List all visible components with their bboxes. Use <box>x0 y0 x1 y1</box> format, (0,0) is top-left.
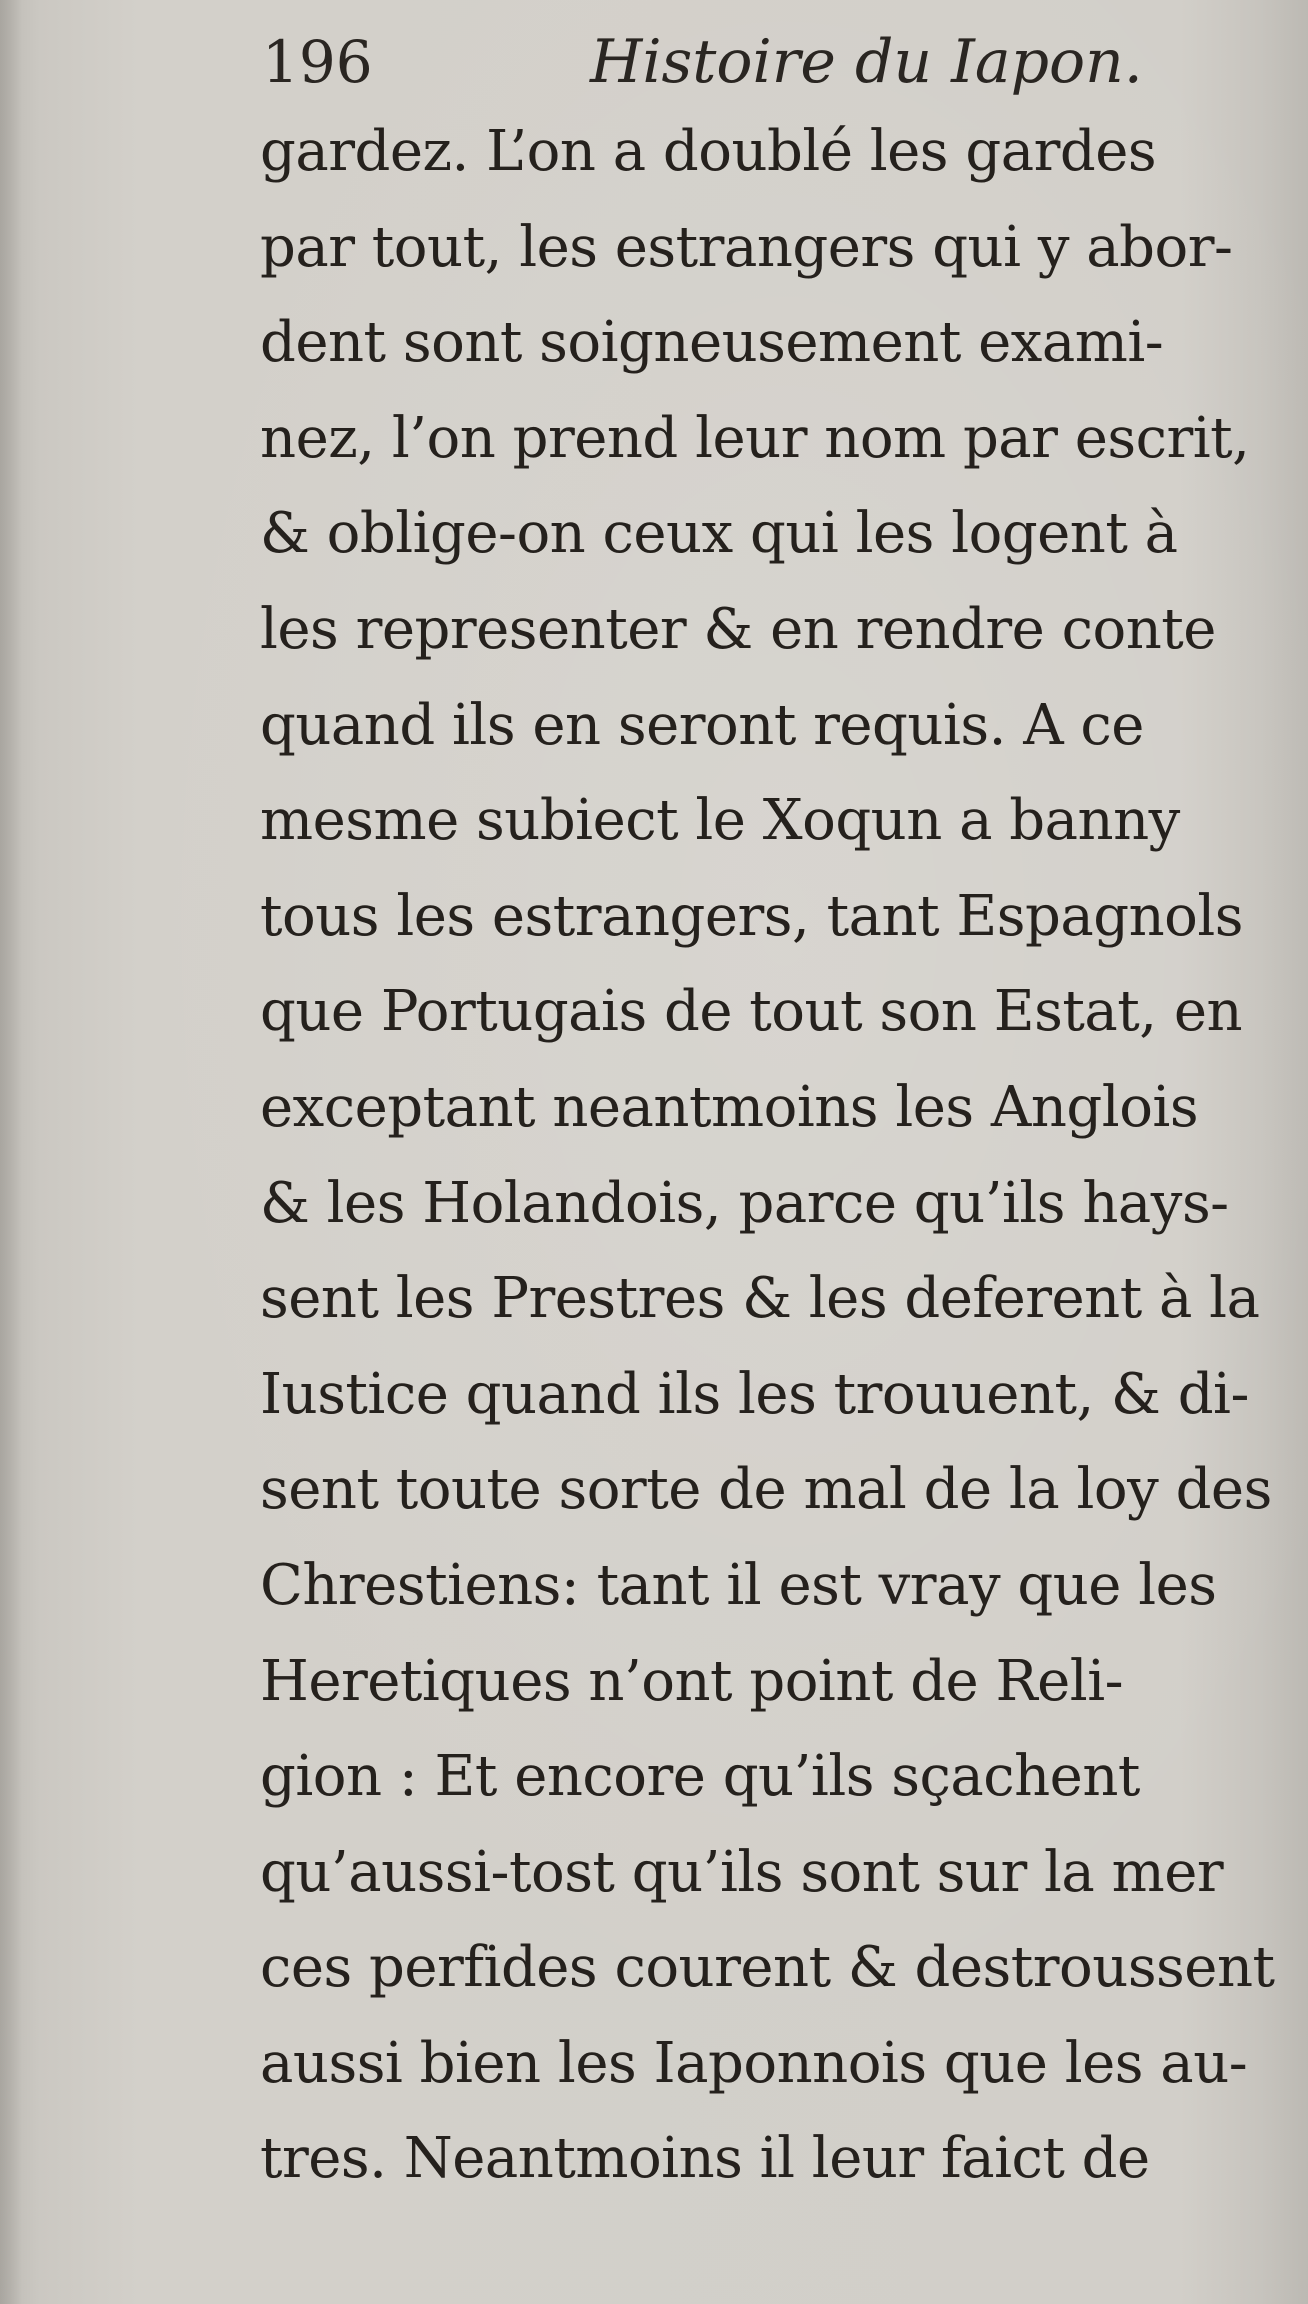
text-line: tres. Neantmoins il leur faict de <box>260 2126 1150 2192</box>
text-line: & oblige-on ceux qui les logent à <box>260 501 1178 567</box>
text-line: sent les Prestres & les deferent à la <box>260 1266 1260 1332</box>
text-line: nez, l’on prend leur nom par escrit, <box>260 405 1250 471</box>
text-line: qu’aussi-tost qu’ils sont sur la mer <box>260 1839 1224 1905</box>
text-line: gardez. L’on a doublé les gardes <box>260 119 1157 184</box>
text-line: mesme subiect le Xoqun a banny <box>260 788 1180 854</box>
text-line: Chrestiens: tant il est vray que les <box>260 1552 1217 1618</box>
page-number: 196 <box>262 28 373 96</box>
text-line: Heretiques n’ont point de Reli- <box>260 1648 1124 1714</box>
text-line: gion : Et encore qu’ils sçachent <box>260 1744 1140 1810</box>
running-title: Histoire du Iapon. <box>590 27 1143 97</box>
text-line: dent sont soigneusement exami- <box>260 310 1164 376</box>
text-line: exceptant neantmoins les Anglois <box>260 1074 1199 1140</box>
body-text <box>260 104 1275 2207</box>
text-line: tous les estrangers, tant Espagnols <box>260 883 1244 949</box>
text-line: par tout, les estrangers qui y abor- <box>260 214 1233 280</box>
text-line: Iustice quand ils les trouuent, & di- <box>260 1361 1249 1427</box>
page-gutter-shadow <box>0 0 22 2304</box>
text-line: & les Holandois, parce qu’ils hays- <box>260 1170 1229 1236</box>
text-line: aussi bien les Iaponnois que les au- <box>260 2030 1248 2096</box>
text-line: ces perfides courent & destroussent <box>260 1935 1275 2001</box>
text-line: les representer & en rendre conte <box>260 596 1216 662</box>
page-header <box>262 22 1143 102</box>
text-line: sent toute sorte de mal de la loy des <box>260 1457 1272 1523</box>
text-line: quand ils en seront requis. A ce <box>260 692 1144 758</box>
text-line: que Portugais de tout son Estat, en <box>260 979 1243 1045</box>
